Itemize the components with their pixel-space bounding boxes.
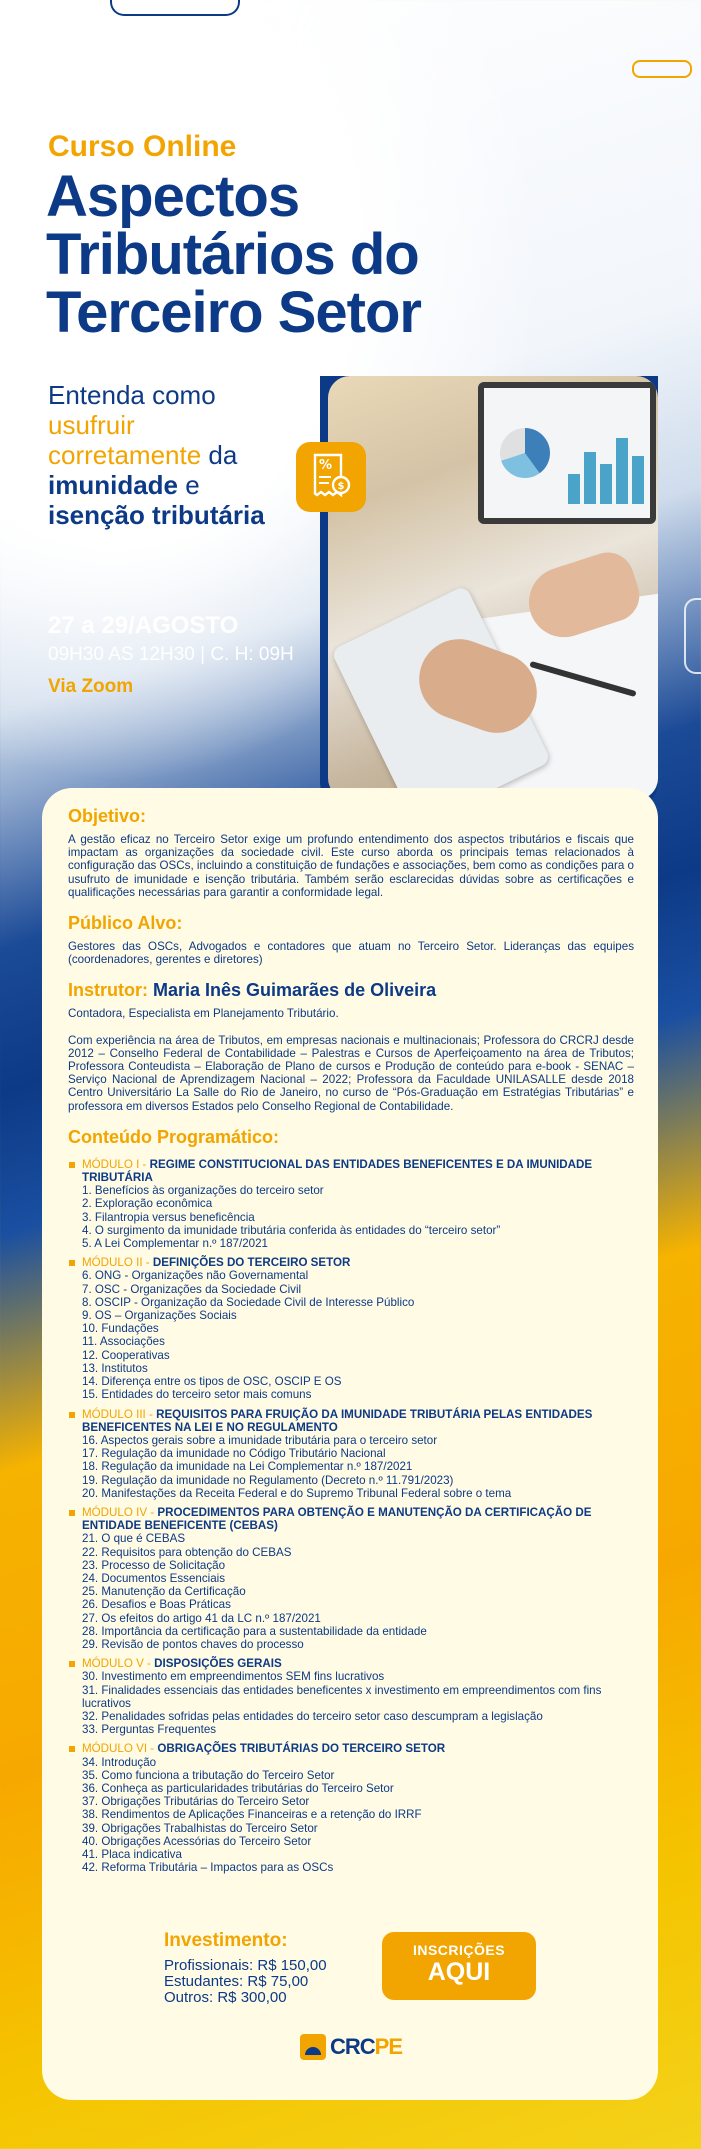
- module-topic: 2. Exploração econômica: [82, 1197, 213, 1211]
- price-profissionais: Profissionais: R$ 150,00: [164, 1957, 327, 1974]
- logo-pe: PE: [374, 2034, 403, 2059]
- module-topic: 26. Desafios e Boas Práticas: [82, 1598, 231, 1612]
- register-button-label: AQUI: [427, 1958, 491, 1986]
- module-item: [68, 1256, 634, 1401]
- instrutor-name: Maria Inês Guimarães de Oliveira: [153, 980, 437, 1001]
- module-heading: [82, 1256, 634, 1269]
- module-name: DISPOSIÇÕES GERAIS: [154, 1657, 282, 1671]
- course-tagline: [48, 380, 288, 530]
- module-topic: 9. OS – Organizações Sociais: [82, 1309, 237, 1323]
- module-name: DEFINIÇÕES DO TERCEIRO SETOR: [152, 1256, 351, 1270]
- crcpe-logo: [300, 2034, 402, 2060]
- programa-section: [68, 1127, 634, 1875]
- module-heading: [82, 1742, 634, 1755]
- module-topic: 41. Placa indicativa: [82, 1848, 182, 1861]
- screen-bar: [584, 452, 596, 504]
- course-title: Aspectos Tributários do Terceiro Setor: [46, 164, 421, 345]
- module-topic: 16. Aspectos gerais sobre a imunidade tributária para o terceiro setor: [82, 1433, 438, 1447]
- module-item: [68, 1158, 634, 1250]
- programa-heading: Conteúdo Programático:: [68, 1126, 280, 1147]
- module-heading: [82, 1158, 634, 1184]
- module-item: [68, 1506, 634, 1651]
- tagline-part: Entenda como: [48, 380, 216, 410]
- module-topic: 14. Diferença entre os tipos de OSC, OSCIP E OS: [82, 1375, 342, 1389]
- price-outros: Outros: R$ 300,00: [164, 1989, 287, 2006]
- price-estudantes: Estudantes: R$ 75,00: [164, 1973, 309, 1990]
- publico-heading: Público Alvo:: [68, 913, 183, 934]
- module-topic: 29. Revisão de pontos chaves do processo: [82, 1637, 304, 1651]
- svg-text:%: %: [319, 458, 333, 473]
- module-topic: 4. O surgimento da imunidade tributária conferida às entidades do “terceiro setor”: [82, 1223, 501, 1237]
- module-topic: 19. Regulação da imunidade no Regulamento (Decreto n.º 11.791/2023): [82, 1473, 454, 1487]
- module-topic: 13. Institutos: [82, 1361, 148, 1375]
- module-label: MÓDULO I -: [82, 1157, 150, 1171]
- screen-pie: [500, 428, 550, 478]
- module-topic: 23. Processo de Solicitação: [82, 1558, 226, 1572]
- objetivo-heading: Objetivo:: [68, 806, 147, 826]
- instrutor-role: Contadora, Especialista em Planejamento Tributário.: [68, 1007, 339, 1021]
- instrutor-bio: Com experiência na área de Tributos, em empresas nacionais e multinacionais; Professora do CRCRJ desde 2012 – Conselho Federal de Contabilidade – Palestras e Cursos de Aperfeiçoamento na área de Tributos; Professora Conteudista – Elaboração de Plano de cursos e Produção de conteúdo para e-book - SENAC – Serviço Nacional de Aprendizagem Nacional – 2022; Professora da Faculdade UNILASALLE desde 2018 Centro Universitário La Salle do Rio de Janeiro, no curso de “Pós-Graduação em Estratégias Tributárias” e professora em diversos Estados pelo Conselho Regional de Contabilidade.: [68, 1033, 634, 1113]
- module-topic: 6. ONG - Organizações não Governamental: [82, 1269, 309, 1283]
- module-topic: 36. Conheça as particularidades tributárias do Terceiro Setor: [82, 1781, 394, 1795]
- event-hours: 09H30 AS 12H30 | C. H: 09H: [48, 644, 294, 665]
- module-topic: 42. Reforma Tributária – Impactos para as OSCs: [82, 1861, 334, 1875]
- module-name: REQUISITOS PARA FRUIÇÃO DA IMUNIDADE TRIBUTÁRIA PELAS ENTIDADES BENEFICENTES NA LEI E NO REGULAMENTO: [82, 1407, 593, 1434]
- module-topic: 3. Filantropia versus beneficência: [82, 1210, 255, 1224]
- instrutor-section: [68, 980, 634, 1112]
- module-topic: 24. Documentos Essenciais: [82, 1571, 226, 1585]
- module-topic: 28. Importância da certificação para a sustentabilidade da entidade: [82, 1624, 427, 1638]
- hero-photo: [328, 376, 658, 800]
- module-heading: [82, 1408, 634, 1434]
- module-topic: 8. OSCIP - Organização da Sociedade Civil de Interesse Público: [82, 1295, 415, 1309]
- investment-heading: Investimento:: [164, 1930, 288, 1951]
- module-heading: [82, 1657, 634, 1670]
- publico-section: [68, 913, 634, 966]
- module-topic: 12. Cooperativas: [82, 1348, 170, 1362]
- module-topic: 38. Rendimentos de Aplicações Financeiras e a retenção do IRRF: [82, 1808, 422, 1822]
- module-list: [68, 1158, 634, 1875]
- module-topic: 31. Finalidades essenciais das entidades beneficentes x investimento em empreendimentos com fins lucrativos: [82, 1683, 602, 1710]
- module-topic: 10. Fundações: [82, 1322, 159, 1336]
- module-item: [68, 1657, 634, 1736]
- module-item: [68, 1742, 634, 1874]
- module-topic: 34. Introdução: [82, 1755, 157, 1769]
- tagline-highlight: usufruir corretamente: [48, 410, 202, 470]
- module-topic: 33. Perguntas Frequentes: [82, 1723, 217, 1737]
- module-name: REGIME CONSTITUCIONAL DAS ENTIDADES BENEFICENTES E DA IMUNIDADE TRIBUTÁRIA: [82, 1157, 593, 1185]
- module-label: MÓDULO V -: [82, 1657, 155, 1671]
- screen-bar: [616, 438, 628, 504]
- module-topic: 27. Os efeitos do artigo 41 da LC n.º 187/2021: [82, 1611, 321, 1625]
- module-topic: 40. Obrigações Acessórias do Terceiro Setor: [82, 1834, 312, 1848]
- instrutor-heading: [68, 980, 634, 1001]
- instrutor-label: Instrutor:: [68, 980, 153, 1001]
- tagline-part: e: [178, 470, 200, 500]
- publico-text: Gestores das OSCs, Advogados e contadores que atuam no Terceiro Setor. Lideranças das equipes (coordenadores, gerentes e diretores): [68, 940, 634, 967]
- module-topic: 22. Requisitos para obtenção do CEBAS: [82, 1545, 292, 1559]
- crc-logo-icon: [300, 2034, 326, 2060]
- event-date: 27 a 29/AGOSTO: [48, 612, 239, 639]
- module-topic: 7. OSC - Organizações da Sociedade Civil: [82, 1282, 302, 1296]
- screen-bar: [568, 474, 580, 504]
- module-name: OBRIGAÇÕES TRIBUTÁRIAS DO TERCEIRO SETOR: [157, 1742, 446, 1756]
- module-topic: 30. Investimento em empreendimentos SEM fins lucrativos: [82, 1670, 385, 1684]
- module-topic: 18. Regulação da imunidade na Lei Complementar n.º 187/2021: [82, 1460, 413, 1474]
- module-topic: 39. Obrigações Trabalhistas do Terceiro Setor: [82, 1821, 318, 1835]
- laptop-screen: [478, 382, 656, 524]
- module-topic: 11. Associações: [82, 1335, 165, 1349]
- module-topic: 32. Penalidades sofridas pelas entidades do terceiro setor caso descumpram a legislação: [82, 1709, 543, 1723]
- module-label: MÓDULO II -: [82, 1256, 153, 1270]
- module-item: [68, 1408, 634, 1500]
- investment-block: [164, 1930, 327, 2006]
- objetivo-text: A gestão eficaz no Terceiro Setor exige um profundo entendimento dos aspectos tributários e fiscais que impactam as organizações da sociedade civil. Este curso aborda os principais temas relacionados à configuração das OSCs, incluindo a constituição de fundações e associações, bem como as condições para o usufruto de imunidade e isenção tributária. Também serão esclarecidas dúvidas sobre as certificações e qualificações necessárias para garantir a conformidade legal.: [68, 833, 634, 899]
- screen-bar: [632, 456, 644, 504]
- module-topic: 20. Manifestações da Receita Federal e do Supremo Tribunal Federal sobre o tema: [82, 1486, 512, 1500]
- tax-document-icon: [296, 442, 366, 512]
- tagline-bold: imunidade: [48, 470, 179, 500]
- objetivo-section: [68, 806, 634, 899]
- module-topic: 17. Regulação da imunidade no Código Tributário Nacional: [82, 1447, 386, 1461]
- module-topic: 1. Benefícios às organizações do terceiro setor: [82, 1184, 324, 1198]
- crcpe-logo-text: [330, 2034, 402, 2060]
- screen-bar: [600, 464, 612, 504]
- module-heading: [82, 1506, 634, 1532]
- module-topic: 15. Entidades do terceiro setor mais comuns: [82, 1388, 312, 1402]
- register-button[interactable]: [382, 1932, 536, 2000]
- module-name: PROCEDIMENTOS PARA OBTENÇÃO E MANUTENÇÃO DA CERTIFICAÇÃO DE ENTIDADE BENEFICENTE (CEBAS): [82, 1505, 592, 1533]
- right-decor-chip: [632, 60, 692, 78]
- module-topic: 21. O que é CEBAS: [82, 1532, 186, 1546]
- tagline-bold: isenção tributária: [48, 500, 265, 530]
- tagline-part: da: [201, 440, 238, 470]
- top-decor-chip: [110, 0, 240, 16]
- module-topic: 37. Obrigações Tributárias do Terceiro Setor: [82, 1795, 310, 1809]
- module-label: MÓDULO IV -: [82, 1505, 158, 1519]
- module-topic: 35. Como funciona a tributação do Terceiro Setor: [82, 1768, 335, 1782]
- svg-text:$: $: [337, 481, 345, 492]
- module-topic: 25. Manutenção da Certificação: [82, 1585, 246, 1599]
- module-label: MÓDULO III -: [82, 1407, 157, 1421]
- module-topic: 5. A Lei Complementar n.º 187/2021: [82, 1237, 268, 1251]
- event-platform: Via Zoom: [48, 676, 134, 697]
- course-details: [68, 806, 634, 1888]
- side-decor-chip: [684, 598, 701, 674]
- course-eyebrow: Curso Online: [48, 130, 237, 163]
- logo-crc: CRC: [330, 2034, 375, 2059]
- module-label: MÓDULO VI -: [82, 1742, 158, 1756]
- register-button-label: INSCRIÇÕES: [412, 1942, 506, 1958]
